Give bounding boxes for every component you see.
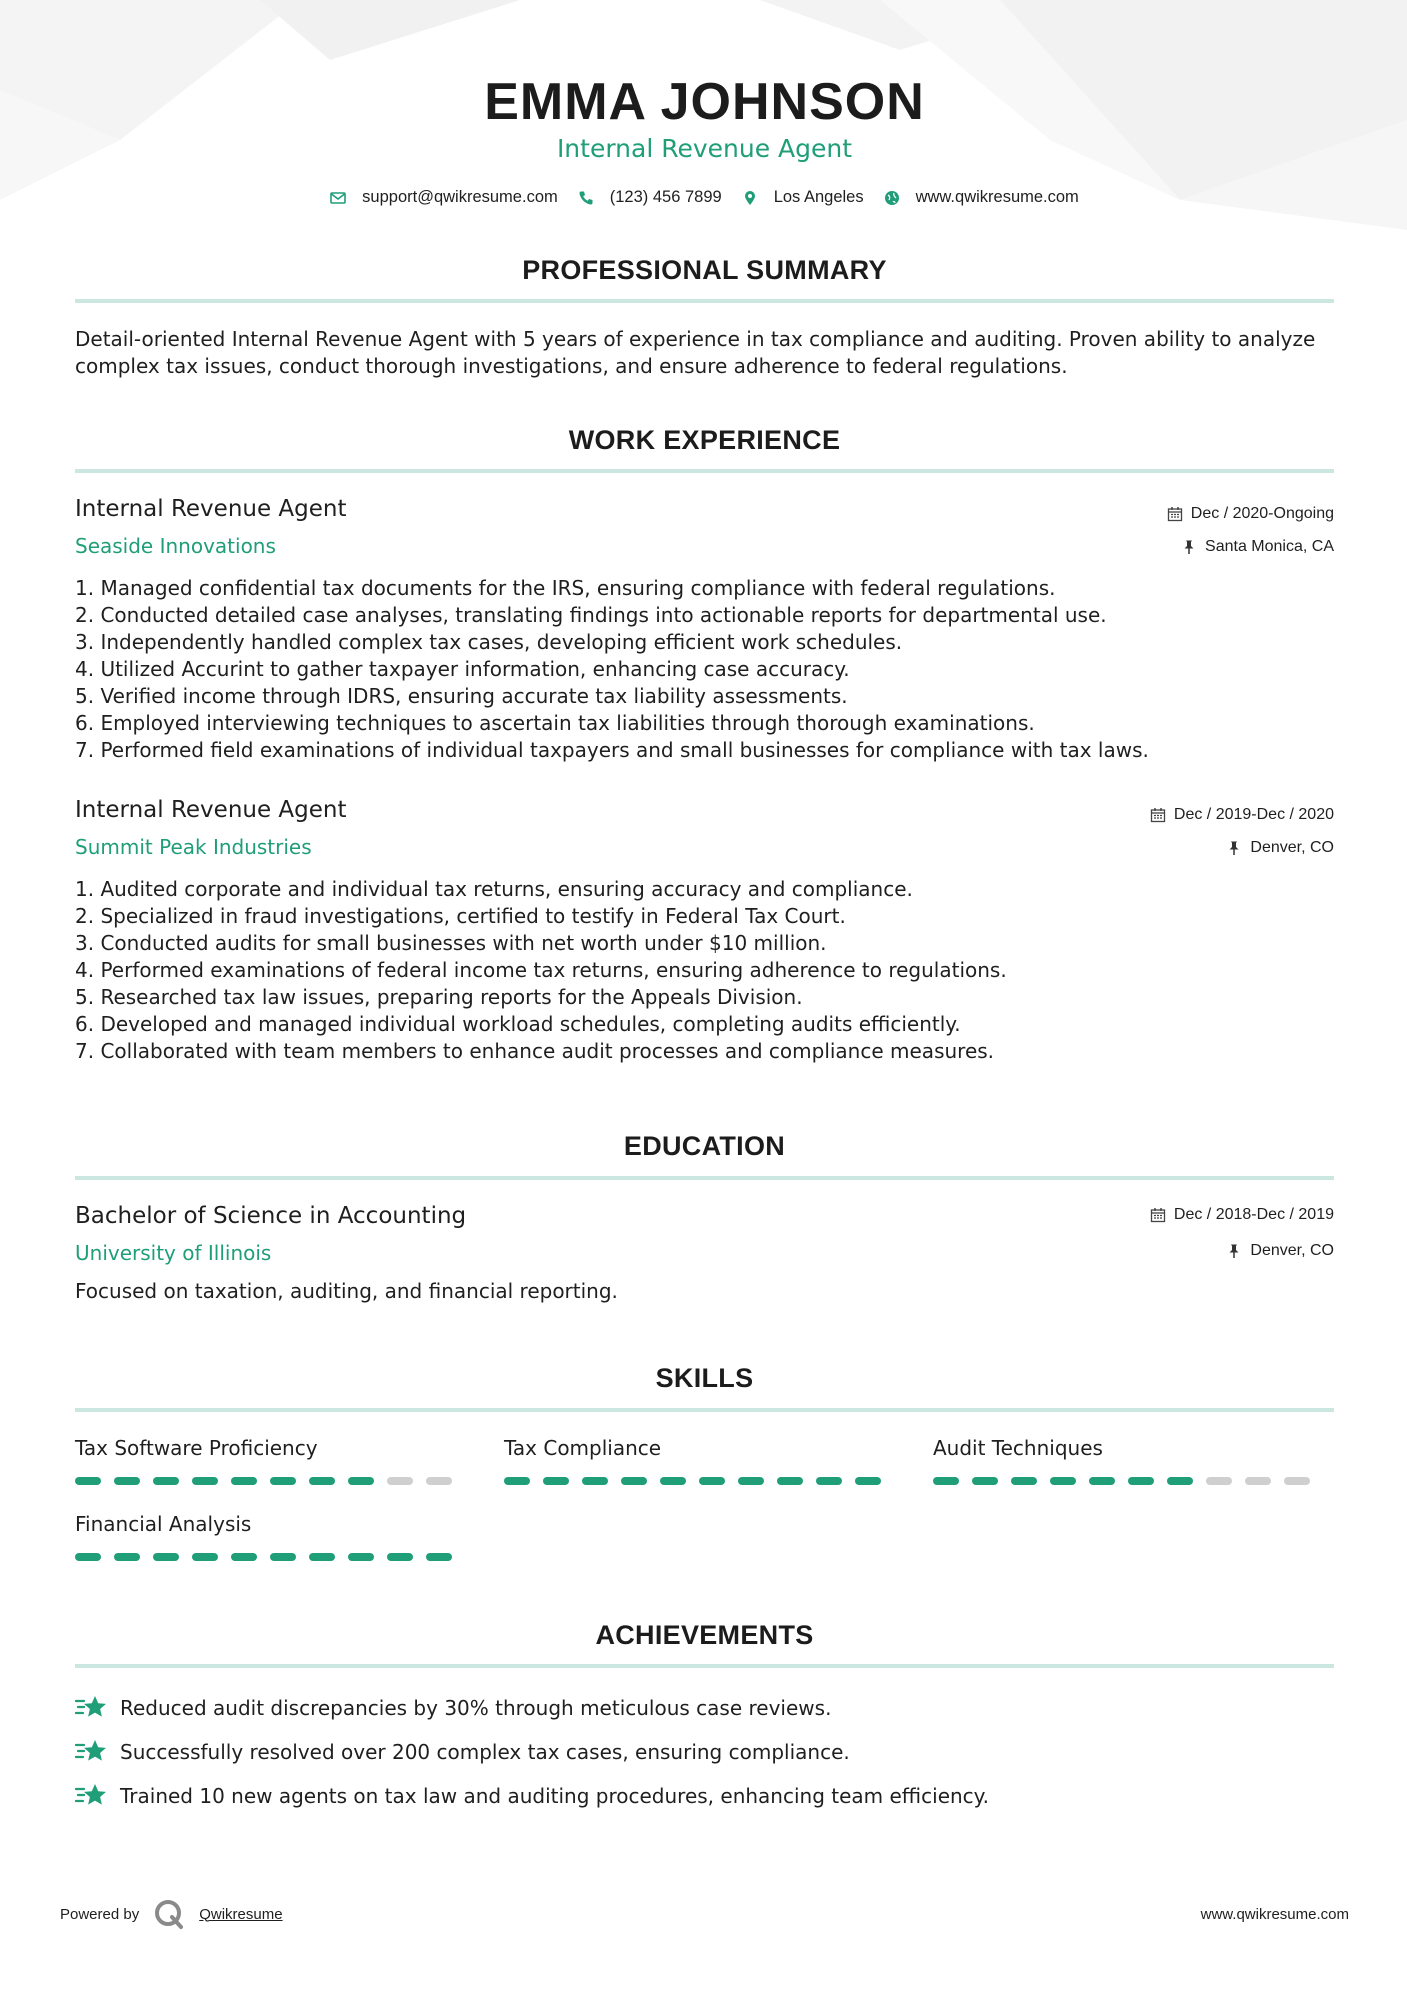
rating-segment-empty [426,1477,452,1485]
skills-divider [75,1408,1334,1412]
experience-divider [75,469,1334,473]
achievement-text: Successfully resolved over 200 complex tax cases, ensuring compliance. [120,1740,850,1764]
contact-website[interactable] [884,188,1079,207]
list-item: 4. Performed examinations of federal income tax returns, ensuring adherence to regulations. [75,958,1007,982]
achievements-divider [75,1664,1334,1668]
rating-segment-filled [75,1553,101,1561]
contact-location [742,188,864,207]
contact-website-text: www.qwikresume.com [915,188,1079,206]
globe-icon [884,190,900,206]
contact-email-text: support@qwikresume.com [362,188,558,206]
rating-segment-filled [660,1477,686,1485]
rating-segment-filled [816,1477,842,1485]
star-icon [75,1737,109,1767]
list-item: 5. Verified income through IDRS, ensuring accurate tax liability assessments. [75,684,848,708]
job-location-text: Denver, CO [1250,839,1334,856]
job-dates [1150,806,1334,824]
job-location [1226,839,1334,857]
rating-segment-filled [270,1553,296,1561]
rating-segment-filled [855,1477,881,1485]
skill-rating [75,1477,452,1485]
pushpin-icon [1226,1243,1242,1259]
education-dates [1150,1206,1334,1224]
education-location-text: Denver, CO [1250,1242,1334,1259]
skill-name: Audit Techniques [933,1436,1103,1460]
list-item: 6. Employed interviewing techniques to ascertain tax liabilities through thorough examinations. [75,711,1035,735]
pushpin-icon [1181,539,1197,555]
qwikresume-link[interactable]: Qwikresume [199,1905,283,1923]
contact-location-text: Los Angeles [773,188,864,206]
job-role: Internal Revenue Agent [75,496,347,522]
contact-phone[interactable] [578,188,722,207]
job-location [1181,538,1334,556]
list-item: 2. Specialized in fraud investigations, certified to testify in Federal Tax Court. [75,904,846,928]
rating-segment-filled [582,1477,608,1485]
summary-divider [75,299,1334,303]
list-item: 1. Audited corporate and individual tax returns, ensuring accuracy and compliance. [75,877,913,901]
skill-item [933,1436,1313,1460]
education-heading: EDUCATION [623,1131,786,1161]
rating-segment-empty [387,1477,413,1485]
list-item: 6. Developed and managed individual workload schedules, completing audits efficiently. [75,1012,961,1036]
rating-segment-filled [114,1553,140,1561]
list-item: 2. Conducted detailed case analyses, translating findings into actionable reports for departmental use. [75,603,1107,627]
rating-segment-filled [231,1553,257,1561]
rating-segment-empty [1245,1477,1271,1485]
rating-segment-filled [777,1477,803,1485]
job-role: Internal Revenue Agent [75,797,347,823]
candidate-title: Internal Revenue Agent [556,134,853,163]
job-dates-text: Dec / 2019-Dec / 2020 [1173,806,1334,823]
rating-segment-filled [699,1477,725,1485]
star-icon [75,1693,109,1723]
education-school: University of Illinois [75,1241,272,1265]
rating-segment-filled [387,1553,413,1561]
pushpin-icon [1226,840,1242,856]
rating-segment-filled [1050,1477,1076,1485]
job-dates-text: Dec / 2020-Ongoing [1190,505,1334,522]
skill-item [75,1512,455,1536]
phone-icon [578,190,594,206]
summary-text: Detail-oriented Internal Revenue Agent with 5 years of experience in tax compliance and auditing. Proven ability to analyze complex tax issues, conduct thorough investigations, and ensure adherence to federal regulations. [75,327,1316,378]
achievement-item [75,1781,1334,1811]
rating-segment-filled [309,1553,335,1561]
contact-bar [75,188,1334,207]
rating-segment-filled [75,1477,101,1485]
list-item: 5. Researched tax law issues, preparing reports for the Appeals Division. [75,985,803,1009]
rating-segment-filled [426,1553,452,1561]
map-pin-icon [742,190,758,206]
rating-segment-filled [1089,1477,1115,1485]
job-bullets [75,876,1334,1065]
experience-heading: WORK EXPERIENCE [568,425,841,455]
rating-segment-empty [1284,1477,1310,1485]
footer-powered-by [60,1898,283,1930]
education-dates-text: Dec / 2018-Dec / 2019 [1173,1206,1334,1223]
rating-segment-empty [1206,1477,1232,1485]
skill-rating [75,1553,452,1561]
rating-segment-filled [1167,1477,1193,1485]
skill-name: Tax Software Proficiency [75,1436,318,1460]
list-item: 3. Independently handled complex tax cases, developing efficient work schedules. [75,630,903,654]
rating-segment-filled [348,1553,374,1561]
job-location-text: Santa Monica, CA [1205,538,1334,555]
skill-rating [933,1477,1310,1485]
footer-url[interactable]: www.qwikresume.com [1200,1906,1349,1923]
contact-phone-text: (123) 456 7899 [609,188,722,206]
rating-segment-filled [1128,1477,1154,1485]
candidate-name: EMMA JOHNSON [484,73,925,131]
rating-segment-filled [192,1553,218,1561]
list-item: 3. Conducted audits for small businesses with net worth under $10 million. [75,931,827,955]
achievements-heading: ACHIEVEMENTS [595,1620,814,1650]
achievement-text: Trained 10 new agents on tax law and auditing procedures, enhancing team efficiency. [120,1784,990,1808]
achievement-item [75,1737,1334,1767]
rating-segment-filled [738,1477,764,1485]
list-item: 4. Utilized Accurint to gather taxpayer information, enhancing case accuracy. [75,657,850,681]
summary-heading: PROFESSIONAL SUMMARY [522,255,887,285]
calendar-icon [1150,1207,1166,1223]
calendar-icon [1150,807,1166,823]
rating-segment-filled [933,1477,959,1485]
rating-segment-filled [621,1477,647,1485]
job-dates [1167,505,1334,523]
email-icon [330,190,346,206]
list-item: 7. Collaborated with team members to enhance audit processes and compliance measures. [75,1039,995,1063]
skill-name: Financial Analysis [75,1512,252,1536]
skill-item [75,1436,455,1460]
qwikresume-logo-icon [153,1898,185,1930]
rating-segment-filled [309,1477,335,1485]
rating-segment-filled [153,1553,179,1561]
job-company: Seaside Innovations [75,534,276,558]
rating-segment-filled [972,1477,998,1485]
rating-segment-filled [543,1477,569,1485]
calendar-icon [1167,506,1183,522]
rating-segment-filled [192,1477,218,1485]
rating-segment-filled [348,1477,374,1485]
skill-rating [504,1477,881,1485]
rating-segment-filled [231,1477,257,1485]
job-bullets [75,575,1334,764]
rating-segment-filled [504,1477,530,1485]
education-degree: Bachelor of Science in Accounting [75,1203,467,1229]
skills-heading: SKILLS [655,1363,754,1393]
list-item: 1. Managed confidential tax documents for the IRS, ensuring compliance with federal regulations. [75,576,1056,600]
contact-email[interactable] [330,188,558,207]
achievement-item [75,1693,1334,1723]
job-company: Summit Peak Industries [75,835,312,859]
list-item: 7. Performed field examinations of individual taxpayers and small businesses for compliance with tax laws. [75,738,1149,762]
education-description: Focused on taxation, auditing, and financial reporting. [75,1279,618,1303]
skill-name: Tax Compliance [504,1436,662,1460]
rating-segment-filled [270,1477,296,1485]
education-divider [75,1176,1334,1180]
rating-segment-filled [153,1477,179,1485]
rating-segment-filled [1011,1477,1037,1485]
rating-segment-filled [114,1477,140,1485]
skill-item [504,1436,884,1460]
powered-by-label: Powered by [60,1905,140,1923]
education-location [1226,1242,1334,1260]
star-icon [75,1781,109,1811]
achievement-text: Reduced audit discrepancies by 30% through meticulous case reviews. [120,1696,832,1720]
